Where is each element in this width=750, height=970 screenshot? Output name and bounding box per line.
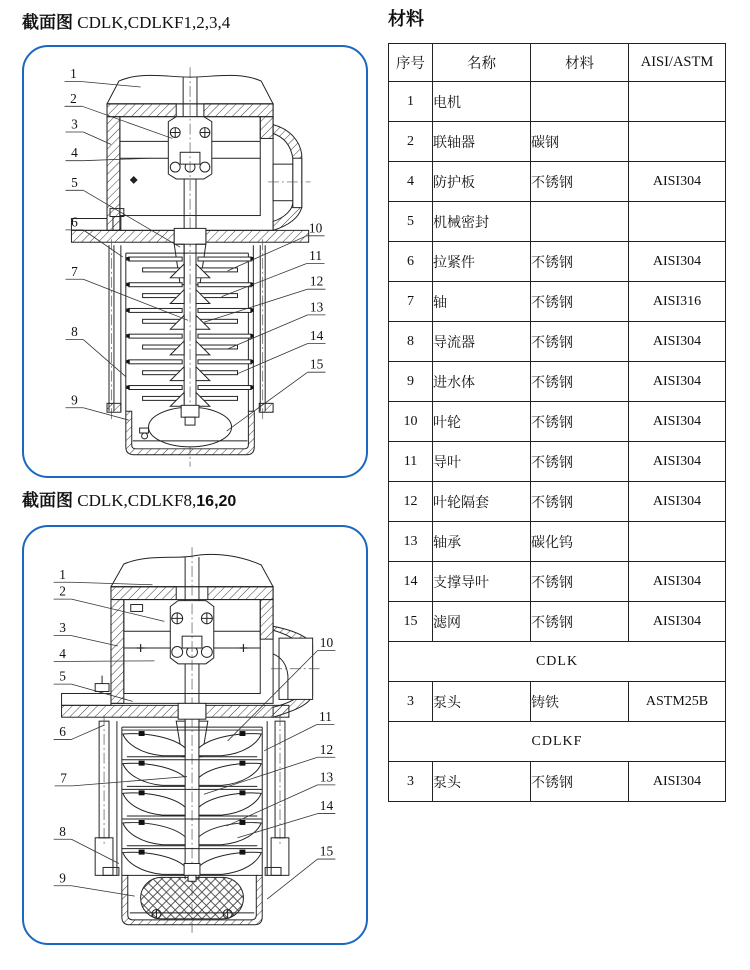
part-standard: AISI304 bbox=[629, 242, 726, 282]
section1-title-models: CDLK,CDLKF1,2,3,4 bbox=[73, 13, 231, 32]
part-name: 联轴器 bbox=[433, 122, 531, 162]
callout-label-10: 10 bbox=[308, 220, 323, 236]
part-material: 不锈钢 bbox=[531, 362, 629, 402]
part-standard: ASTM25B bbox=[629, 682, 726, 722]
part-material: 不锈钢 bbox=[531, 442, 629, 482]
materials-header-cell: AISI/ASTM bbox=[629, 44, 726, 82]
callout-label-7: 7 bbox=[60, 770, 67, 786]
callout-leader-line bbox=[264, 725, 316, 751]
pump-cross-section-cdlkf1-4 bbox=[24, 47, 366, 476]
callout-label-11: 11 bbox=[319, 709, 332, 725]
callout-label-5: 5 bbox=[59, 668, 66, 684]
section2-title-models-bold: 16,20 bbox=[196, 493, 237, 510]
part-standard: AISI304 bbox=[629, 562, 726, 602]
section1-title-zh: 截面图 bbox=[22, 13, 73, 33]
callout-label-3: 3 bbox=[59, 620, 66, 636]
materials-header-cell: 名称 bbox=[433, 44, 531, 82]
part-name: 电机 bbox=[433, 82, 531, 122]
part-name: 轴承 bbox=[433, 522, 531, 562]
part-material bbox=[531, 82, 629, 122]
callout-label-12: 12 bbox=[319, 741, 334, 757]
part-material: 铸铁 bbox=[531, 682, 629, 722]
materials-table-row bbox=[389, 82, 726, 122]
row-number: 15 bbox=[389, 602, 433, 642]
callout-label-7: 7 bbox=[71, 263, 78, 279]
section2-title-models: CDLK,CDLKF8, bbox=[73, 491, 197, 510]
materials-table-row bbox=[389, 402, 726, 442]
materials-table-row bbox=[389, 362, 726, 402]
callout-leader-line bbox=[83, 340, 126, 377]
materials-table-row bbox=[389, 642, 726, 682]
callout-label-10: 10 bbox=[319, 635, 334, 651]
part-name: 支撑导叶 bbox=[433, 562, 531, 602]
materials-table-row bbox=[389, 682, 726, 722]
callout-label-14: 14 bbox=[309, 328, 324, 344]
row-number: 12 bbox=[389, 482, 433, 522]
callout-leader-line bbox=[227, 372, 308, 431]
materials-table-row bbox=[389, 522, 726, 562]
callout-label-13: 13 bbox=[319, 769, 334, 785]
row-number: 5 bbox=[389, 202, 433, 242]
materials-table-row bbox=[389, 482, 726, 522]
row-number: 3 bbox=[389, 682, 433, 722]
callout-leader-line bbox=[82, 82, 140, 87]
materials-table-row bbox=[389, 122, 726, 162]
callout-leader-line bbox=[83, 408, 128, 420]
row-number: 1 bbox=[389, 82, 433, 122]
part-standard bbox=[629, 82, 726, 122]
callout-label-4: 4 bbox=[71, 145, 78, 161]
callout-label-1: 1 bbox=[70, 66, 77, 82]
part-name: 导流器 bbox=[433, 322, 531, 362]
part-material bbox=[531, 202, 629, 242]
callout-label-13: 13 bbox=[309, 299, 324, 315]
materials-table-row bbox=[389, 322, 726, 362]
callout-label-11: 11 bbox=[309, 248, 323, 264]
row-number: 8 bbox=[389, 322, 433, 362]
section1-title bbox=[22, 8, 230, 33]
part-material: 不锈钢 bbox=[531, 162, 629, 202]
row-number: 9 bbox=[389, 362, 433, 402]
materials-table-header-row bbox=[389, 44, 726, 82]
part-standard: AISI304 bbox=[629, 442, 726, 482]
section2-title-zh: 截面图 bbox=[22, 491, 73, 511]
callout-label-3: 3 bbox=[71, 116, 78, 132]
callout-label-8: 8 bbox=[59, 823, 66, 839]
part-standard: AISI304 bbox=[629, 362, 726, 402]
pump1-drawing bbox=[71, 67, 310, 466]
section2-title bbox=[22, 486, 236, 511]
materials-table-row bbox=[389, 442, 726, 482]
part-standard: AISI304 bbox=[629, 762, 726, 802]
callout-label-6: 6 bbox=[59, 723, 66, 739]
part-name: 叶轮隔套 bbox=[433, 482, 531, 522]
callout-leader-line bbox=[228, 315, 308, 349]
callout-label-15: 15 bbox=[309, 356, 324, 372]
part-name: 叶轮 bbox=[433, 402, 531, 442]
callout-leader-line bbox=[267, 859, 317, 899]
callout-label-6: 6 bbox=[71, 214, 78, 230]
pump2-drawing bbox=[62, 547, 323, 932]
part-material: 不锈钢 bbox=[531, 762, 629, 802]
row-number: 13 bbox=[389, 522, 433, 562]
part-name: 泵头 bbox=[433, 682, 531, 722]
materials-group-row-cdlk: CDLK bbox=[389, 642, 726, 682]
callout-label-2: 2 bbox=[59, 583, 66, 599]
callout-label-2: 2 bbox=[70, 90, 77, 106]
row-number: 3 bbox=[389, 762, 433, 802]
row-number: 6 bbox=[389, 242, 433, 282]
row-number: 10 bbox=[389, 402, 433, 442]
part-name: 防护板 bbox=[433, 162, 531, 202]
row-number: 4 bbox=[389, 162, 433, 202]
materials-table-row bbox=[389, 242, 726, 282]
callout-label-5: 5 bbox=[71, 174, 78, 190]
callout-label-15: 15 bbox=[319, 843, 334, 859]
part-standard: AISI304 bbox=[629, 402, 726, 442]
part-material: 不锈钢 bbox=[531, 402, 629, 442]
part-standard bbox=[629, 522, 726, 562]
callout-label-12: 12 bbox=[309, 273, 324, 289]
callout-label-8: 8 bbox=[71, 324, 78, 340]
part-material: 不锈钢 bbox=[531, 322, 629, 362]
callout-label-9: 9 bbox=[59, 870, 66, 886]
part-material: 不锈钢 bbox=[531, 482, 629, 522]
materials-header-cell: 材料 bbox=[531, 44, 629, 82]
part-standard: AISI304 bbox=[629, 322, 726, 362]
part-name: 机械密封 bbox=[433, 202, 531, 242]
part-material: 不锈钢 bbox=[531, 562, 629, 602]
materials-table bbox=[388, 43, 726, 802]
materials-table-row bbox=[389, 282, 726, 322]
part-name: 轴 bbox=[433, 282, 531, 322]
callout-label-14: 14 bbox=[319, 798, 334, 814]
materials-header-cell: 序号 bbox=[389, 44, 433, 82]
part-name: 泵头 bbox=[433, 762, 531, 802]
materials-table-row bbox=[389, 562, 726, 602]
row-number: 2 bbox=[389, 122, 433, 162]
part-material: 不锈钢 bbox=[531, 242, 629, 282]
part-name: 进水体 bbox=[433, 362, 531, 402]
materials-table-row bbox=[389, 162, 726, 202]
row-number: 14 bbox=[389, 562, 433, 602]
diagram1-frame bbox=[22, 45, 368, 478]
row-number: 7 bbox=[389, 282, 433, 322]
part-standard: AISI304 bbox=[629, 162, 726, 202]
part-standard bbox=[629, 202, 726, 242]
materials-group-row-cdlkf: CDLKF bbox=[389, 722, 726, 762]
materials-table-row bbox=[389, 202, 726, 242]
pump-cross-section-cdlkf8-20 bbox=[24, 527, 366, 943]
part-standard bbox=[629, 122, 726, 162]
part-name: 滤网 bbox=[433, 602, 531, 642]
materials-table-row bbox=[389, 762, 726, 802]
callout-label-1: 1 bbox=[59, 566, 66, 582]
part-material: 不锈钢 bbox=[531, 602, 629, 642]
row-number: 11 bbox=[389, 442, 433, 482]
materials-title: 材料 bbox=[388, 9, 424, 30]
diagram2-frame bbox=[22, 525, 368, 945]
materials-table-row bbox=[389, 722, 726, 762]
part-material: 碳化钨 bbox=[531, 522, 629, 562]
part-standard: AISI304 bbox=[629, 482, 726, 522]
part-material: 不锈钢 bbox=[531, 282, 629, 322]
callout-label-4: 4 bbox=[59, 645, 66, 661]
part-name: 导叶 bbox=[433, 442, 531, 482]
materials-table-row bbox=[389, 602, 726, 642]
callout-label-9: 9 bbox=[71, 392, 78, 408]
part-standard: AISI316 bbox=[629, 282, 726, 322]
part-material: 碳钢 bbox=[531, 122, 629, 162]
part-name: 拉紧件 bbox=[433, 242, 531, 282]
part-standard: AISI304 bbox=[629, 602, 726, 642]
